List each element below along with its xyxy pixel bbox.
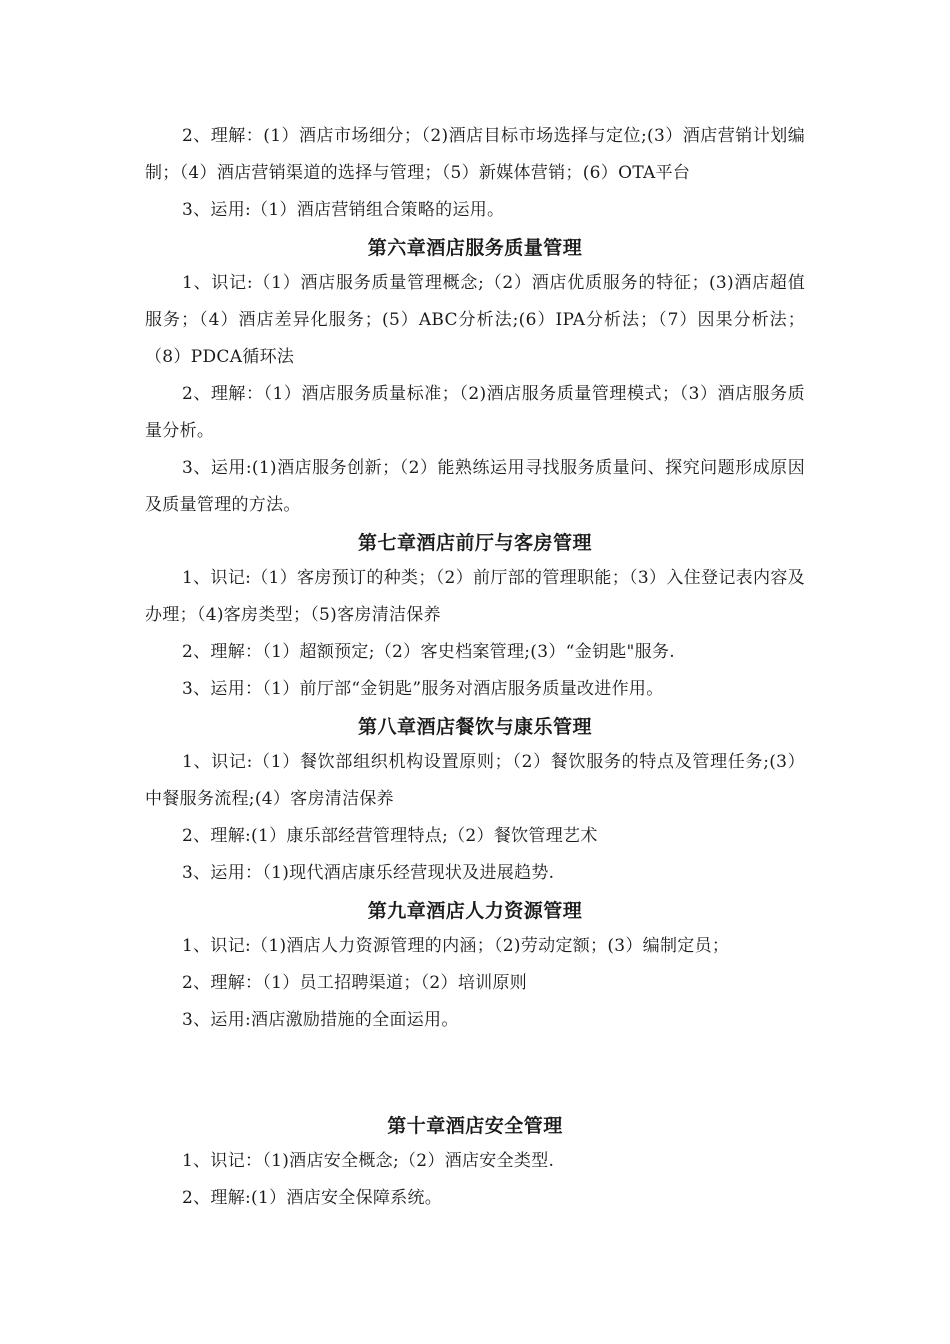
chapter-6-heading: 第六章酒店服务质量管理: [367, 237, 583, 259]
paragraph-ch9-apply: 3、运用:酒店激励措施的全面运用。: [182, 1010, 459, 1030]
paragraph-ch6-understand: 2、理解：（1）酒店服务质量标准；（2)酒店服务质量管理模式；（3）酒店服务质量分析。: [145, 384, 805, 441]
paragraph-ch7-apply: 3、运用：（1）前厅部“金钥匙”服务对酒店服务质量改进作用。: [182, 679, 664, 699]
paragraph-ch10-recall: 1、识记：（1)酒店安全概念;（2）酒店安全类型.: [182, 1151, 555, 1171]
paragraph-ch7-understand: 2、理解：（1）超额预定;（2）客史档案管理;(3）“金钥匙"服务.: [182, 642, 675, 662]
paragraph-ch6-apply: 3、运用:(1)酒店服务创新；（2）能熟练运用寻找服务质量问、探究问题形成原因及质量管理的方法。: [145, 458, 805, 515]
paragraph-ch10-understand: 2、理解:(1）酒店安全保障系统。: [182, 1188, 443, 1208]
paragraph-ch8-understand: 2、理解:(1）康乐部经营管理特点;（2）餐饮管理艺术: [182, 826, 598, 846]
section-spacer: [145, 1039, 805, 1107]
paragraph-ch7-recall: 1、识记:（1）客房预订的种类；（2）前厅部的管理职能；（3）入住登记表内容及办理；（4)客房类型；（5)客房清洁保养: [145, 568, 805, 625]
paragraph-ch9-recall: 1、识记:（1)酒店人力资源管理的内涵；（2)劳动定额；(3）编制定员；: [182, 936, 730, 956]
chapter-7-heading: 第七章酒店前厅与客房管理: [357, 532, 592, 554]
chapter-9-heading: 第九章酒店人力资源管理: [367, 900, 583, 922]
paragraph-ch8-apply: 3、运用：（1)现代酒店康乐经营现状及进展趋势.: [182, 863, 555, 883]
paragraph-apply-marketing: 3、运用:（1）酒店营销组合策略的运用。: [182, 200, 505, 220]
paragraph-ch9-understand: 2、理解：（1）员工招聘渠道；（2）培训原则: [182, 973, 528, 993]
paragraph-ch8-recall: 1、识记:（1）餐饮部组织机构设置原则；（2）餐饮服务的特点及管理任务;(3）中餐服务流程;(4）客房清洁保养: [145, 752, 805, 809]
paragraph-understand-marketing: 2、理解：(1）酒店市场细分；（2)酒店目标市场选择与定位;(3）酒店营销计划编制；（4）酒店营销渠道的选择与管理；（5）新媒体营销；(6）OTA平台: [145, 126, 805, 183]
document-body: [145, 118, 805, 1217]
chapter-10-heading: 第十章酒店安全管理: [387, 1115, 563, 1137]
chapter-8-heading: 第八章酒店餐饮与康乐管理: [357, 716, 592, 738]
paragraph-ch6-recall: 1、识记:（1）酒店服务质量管理概念;（2）酒店优质服务的特征；(3)酒店超值服务；（4）酒店差异化服务；(5）ABC分析法;(6）IPA分析法；（7）因果分析法；（8）PDCA循环法: [145, 273, 805, 367]
